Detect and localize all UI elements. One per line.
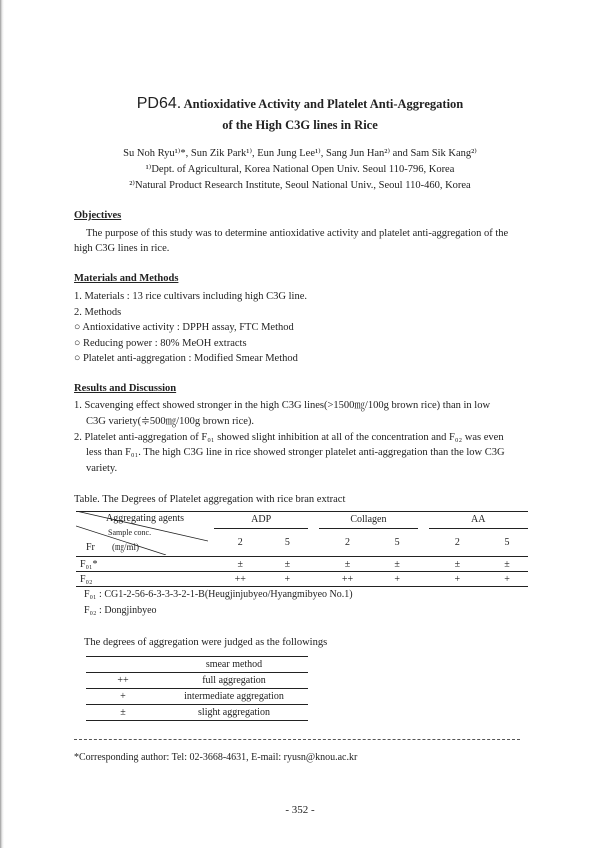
affiliation-2: ²⁾Natural Product Research Institute, Seoul National Univ., Seoul 110-460, Korea [129, 180, 471, 191]
agents-label: Aggregating agents [106, 513, 185, 524]
conc-cell: 2 [214, 528, 266, 557]
table-cell: ± [486, 557, 528, 572]
row-label: F₀₂ [76, 572, 214, 587]
table-cell: + [429, 572, 487, 587]
table-cell: ± [266, 557, 308, 572]
table-cell: ± [319, 557, 377, 572]
table-row [86, 705, 308, 721]
results-line: 2. Platelet anti-aggregation of F₀₁ showed slight inhibition at all of the concentration and F₀₂ was even [74, 432, 504, 443]
table-cell: + [486, 572, 528, 587]
methods-item: ○ Antioxidative activity : DPPH assay, FTC Method [74, 322, 294, 333]
table-row [76, 557, 528, 572]
results-line: 1. Scavenging effect showed stronger in the high C3G lines(>1500㎎/100g brown rice) than in low [74, 400, 491, 411]
methods-item: 1. Materials : 13 rice cultivars including high C3G line. [74, 291, 307, 302]
table-row [86, 673, 308, 689]
results-line: C3G variety(≑500㎎/100g brown rice). [86, 416, 255, 427]
objectives-heading: Objectives [74, 210, 122, 221]
methods-item: 2. Methods [74, 307, 122, 318]
table-row [76, 572, 528, 587]
judge-desc: intermediate aggregation [160, 689, 308, 705]
conc-cell: 5 [266, 528, 308, 557]
objectives-line-2: high C3G lines in rice. [74, 243, 170, 254]
conc-cell: 5 [376, 528, 418, 557]
judgement-table [86, 656, 308, 721]
abstract-code: PD64. [136, 95, 182, 112]
affiliation-1: ¹⁾Dept. of Agricultural, Korea National Open Univ. Seoul 110-796, Korea [145, 164, 455, 175]
title-line-2: of the High C3G lines in Rice [222, 118, 378, 132]
footer-divider [74, 739, 520, 740]
page-number: - 352 - [285, 804, 315, 816]
table-cell: + [266, 572, 308, 587]
judge-symbol: ++ [86, 673, 160, 689]
conc-cell: 5 [486, 528, 528, 557]
conc-label: Sample conc. [108, 528, 152, 537]
methods-heading: Materials and Methods [74, 273, 179, 284]
conc-cell: 2 [429, 528, 487, 557]
judge-intro: The degrees of aggregation were judged as the followings [84, 637, 328, 648]
methods-item: ○ Reducing power : 80% MeOH extracts [74, 338, 247, 349]
group-header: AA [429, 512, 528, 529]
results-heading: Results and Discussion [74, 383, 177, 394]
corresponding-author: *Corresponding author: Tel: 02-3668-4631, E-mail: ryusn@knou.ac.kr [74, 752, 358, 763]
group-header: ADP [214, 512, 308, 529]
authors: Su Noh Ryu¹⁾*, Sun Zik Park¹⁾, Eun Jung Lee¹⁾, Sang Jun Han²⁾ and Sam Sik Kang²⁾ [123, 148, 477, 159]
note-f02: F₀₂ : Dongjinbyeo [84, 605, 157, 616]
group-header: Collagen [319, 512, 418, 529]
note-f01: F₀₁ : CG1-2-56-6-3-3-3-2-1-B(Heugjinjubyeo/Hyangmibyeo No.1) [84, 589, 353, 600]
judge-header: smear method [160, 657, 308, 673]
table-grid [76, 511, 528, 587]
table-caption: Table. The Degrees of Platelet aggregation with rice bran extract [74, 494, 346, 505]
objectives-line-1: The purpose of this study was to determine antioxidative activity and platelet anti-aggregation of the [86, 228, 509, 239]
methods-item: ○ Platelet anti-aggregation : Modified Smear Method [74, 353, 298, 364]
conc-cell: 2 [319, 528, 377, 557]
table-cell: ± [214, 557, 266, 572]
judge-desc: full aggregation [160, 673, 308, 689]
table-cell: ++ [319, 572, 377, 587]
results-line: variety. [86, 463, 118, 474]
judge-desc: slight aggregation [160, 705, 308, 721]
table-cell: ± [376, 557, 418, 572]
unit-label: (㎎/ml) [112, 542, 139, 552]
row-label: F₀₁* [76, 557, 214, 572]
title-text-1: Antioxidative Activity and Platelet Anti-Aggregation [183, 97, 464, 111]
title-line-1 [0, 95, 600, 113]
judge-symbol: ± [86, 705, 160, 721]
table-cell: ± [429, 557, 487, 572]
table-cell: + [376, 572, 418, 587]
table-cell: ++ [214, 572, 266, 587]
table-row [86, 689, 308, 705]
fr-label: Fr [86, 542, 95, 553]
judge-symbol: + [86, 689, 160, 705]
results-line: less than F₀₁. The high C3G line in rice showed stronger platelet anti-aggregation than the low C3G [86, 447, 505, 458]
